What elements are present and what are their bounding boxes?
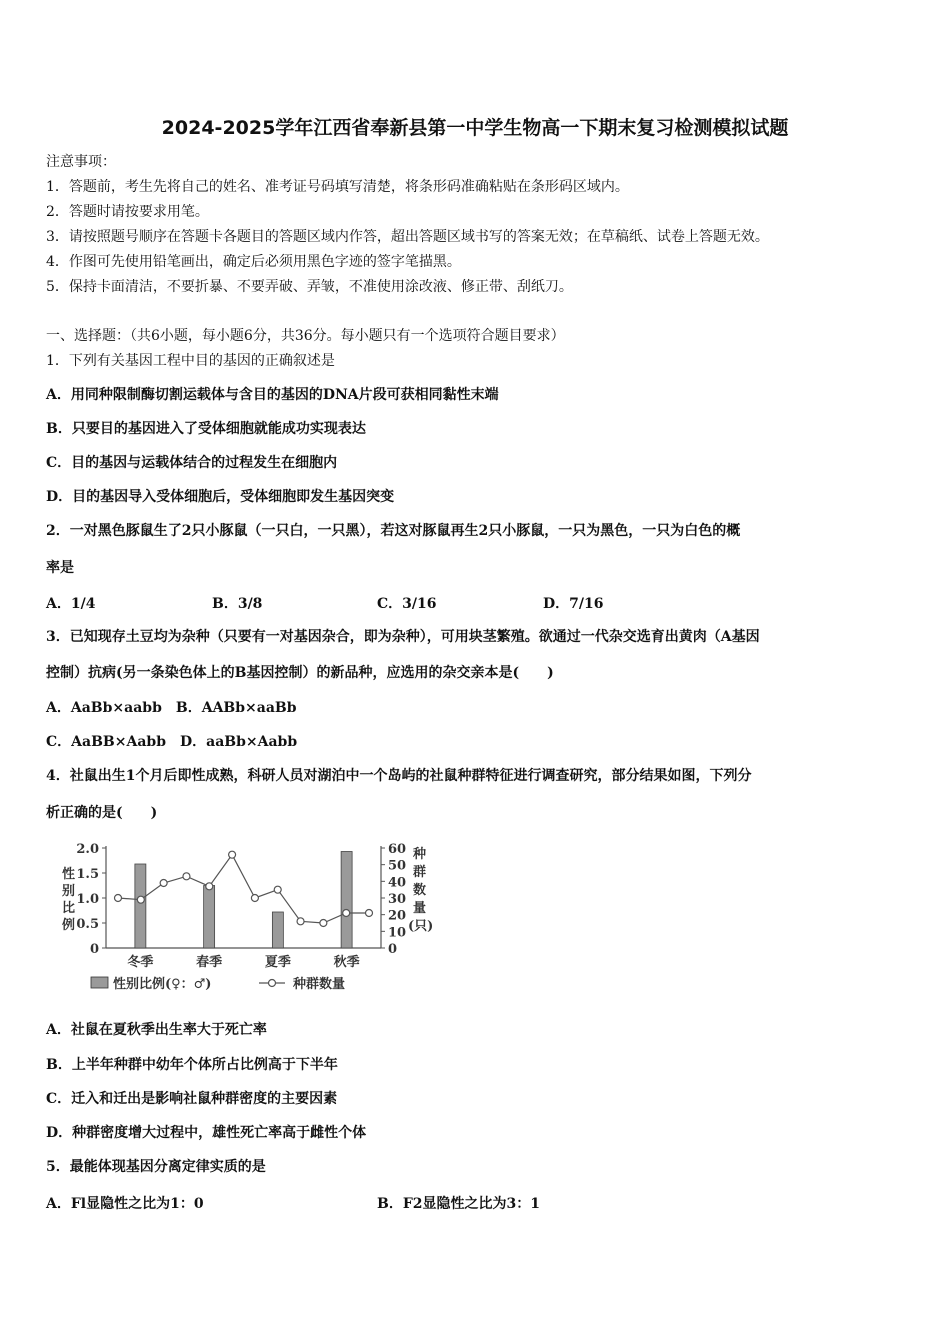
right-tick-label: 40 <box>388 875 407 891</box>
population-point <box>343 910 350 917</box>
legend-bar-swatch <box>91 977 108 988</box>
right-tick-label: 50 <box>388 858 407 874</box>
question-4-option-b: B．上半年种群中幼年个体所占比例高于下半年 <box>46 1057 338 1073</box>
question-1-option-c: C．目的基因与运载体结合的过程发生在细胞内 <box>46 455 338 471</box>
population-point <box>206 883 213 890</box>
population-point <box>274 886 281 893</box>
population-point <box>297 918 304 925</box>
right-axis-label-char: 量 <box>413 901 427 916</box>
question-2-option-c: C．3/16 <box>377 596 437 612</box>
legend-bar-label: 性别比例(♀：♂) <box>113 977 212 992</box>
question-5-stem: 5．最能体现基因分离定律实质的是 <box>46 1159 266 1175</box>
question-4-stem: 4．社鼠出生1个月后即性成熟，科研人员对湖泊中一个岛屿的社鼠种群特征进行调查研究，部分结果如图，下列分 <box>46 768 752 784</box>
page-title: 2024-2025学年江西省奉新县第一中学生物高一下期末复习检测模拟试题 <box>161 117 789 139</box>
left-tick-label: 0 <box>89 942 99 957</box>
left-axis-label-char: 别 <box>62 884 76 899</box>
x-category-label: 秋季 <box>333 955 360 970</box>
question-4-option-d: D．种群密度增大过程中，雄性死亡率高于雌性个体 <box>46 1125 367 1141</box>
chart-frame <box>106 846 381 948</box>
notice-heading: 注意事项： <box>46 154 116 170</box>
right-tick-label: 20 <box>388 908 407 924</box>
right-tick-label: 30 <box>388 892 407 907</box>
question-2-option-d: D．7/16 <box>543 596 604 612</box>
right-tick-label: 0 <box>388 942 398 957</box>
population-point <box>137 896 144 903</box>
population-point <box>320 920 327 927</box>
left-axis-label-char: 性 <box>62 867 76 882</box>
question-5-option-a: A．Fl显隐性之比为1：0 <box>46 1196 204 1212</box>
x-category-label: 冬季 <box>127 955 154 970</box>
population-chart <box>46 834 446 1004</box>
left-tick-label: 0.5 <box>76 917 99 932</box>
chart-legend <box>91 976 345 992</box>
question-2-option-b: B．3/8 <box>212 596 263 612</box>
population-line <box>118 855 369 923</box>
question-5-option-b: B．F2显隐性之比为3：1 <box>377 1196 540 1212</box>
question-2-option-a: A．1/4 <box>46 596 96 612</box>
question-1-option-a: A．用同种限制酶切割运载体与含目的基因的DNA片段可获相同黏性末端 <box>46 387 499 403</box>
sex-ratio-bar <box>341 852 352 949</box>
right-axis-label-char: 数 <box>413 883 427 898</box>
population-point <box>229 851 236 858</box>
left-axis-label <box>61 866 75 933</box>
left-tick-label: 2.0 <box>76 842 99 857</box>
question-1-option-d: D．目的基因导入受体细胞后，受体细胞即发生基因突变 <box>46 489 395 505</box>
left-tick-label: 1.0 <box>76 892 99 907</box>
right-tick-label: 10 <box>388 925 407 941</box>
left-axis-label-char: 比 <box>62 901 76 916</box>
question-2-stem: 2．一对黑色豚鼠生了2只小豚鼠（一只白，一只黑），若这对豚鼠再生2只小豚鼠，一只为黑色，一只为白色的概 <box>46 523 741 539</box>
question-3-options-cd: C．AaBB×Aabb D．aaBb×Aabb <box>46 734 298 750</box>
notice-item: 2．答题时请按要求用笔。 <box>46 204 209 220</box>
section-heading: 一、选择题：（共6小题，每小题6分，共36分。每小题只有一个选项符合题目要求） <box>46 328 565 344</box>
x-category-label: 春季 <box>196 955 223 970</box>
question-1-stem: 1．下列有关基因工程中目的基因的正确叙述是 <box>46 353 335 369</box>
notice-item: 1．答题前，考生先将自己的姓名、准考证号码填写清楚，将条形码准确粘贴在条形码区域内。 <box>46 179 629 195</box>
legend-line-label: 种群数量 <box>293 977 346 992</box>
right-axis-label <box>408 846 433 934</box>
notice-item: 3．请按照题号顺序在答题卡各题目的答题区域内作答，超出答题区域书写的答案无效；在草稿纸、试卷上答题无效。 <box>46 229 769 245</box>
sex-ratio-bar <box>272 912 283 948</box>
question-3-stem-cont: 控制）抗病(另一条染色体上的B基因控制）的新品种，应选用的杂交亲本是( ) <box>46 665 554 681</box>
left-axis-label-char: 例 <box>62 918 76 933</box>
right-axis-label-char: 群 <box>413 865 427 880</box>
notice-item: 4．作图可先使用铅笔画出，确定后必须用黑色字迹的签字笔描黑。 <box>46 254 461 270</box>
legend-line-marker <box>269 980 276 987</box>
population-point <box>115 895 122 902</box>
right-axis-label-char: (只) <box>408 919 434 934</box>
population-point <box>251 895 258 902</box>
left-tick-label: 1.5 <box>76 867 99 882</box>
question-3-stem: 3．已知现存土豆均为杂种（只要有一对基因杂合，即为杂种），可用块茎繁殖。欲通过一代杂交选育出黄肉（A基因 <box>46 629 760 645</box>
right-tick-label: 60 <box>388 842 407 857</box>
question-2-stem-cont: 率是 <box>46 560 74 576</box>
x-category-label: 夏季 <box>264 955 291 970</box>
notice-item: 5．保持卡面清洁，不要折暴、不要弄破、弄皱，不准使用涂改液、修正带、刮纸刀。 <box>46 279 573 295</box>
question-4-option-a: A．社鼠在夏秋季出生率大于死亡率 <box>46 1022 267 1038</box>
question-4-stem-cont: 析正确的是( ) <box>46 805 158 821</box>
population-point <box>160 880 167 887</box>
question-1-option-b: B．只要目的基因进入了受体细胞就能成功实现表达 <box>46 421 366 437</box>
population-point <box>183 873 190 880</box>
population-point <box>366 910 373 917</box>
sex-ratio-bar <box>135 864 146 948</box>
question-3-options-ab: A．AaBb×aabb B．AABb×aaBb <box>46 700 297 716</box>
sex-ratio-bar <box>204 886 215 949</box>
question-4-option-c: C．迁入和迁出是影响社鼠种群密度的主要因素 <box>46 1091 338 1107</box>
right-axis-label-char: 种 <box>413 847 427 862</box>
